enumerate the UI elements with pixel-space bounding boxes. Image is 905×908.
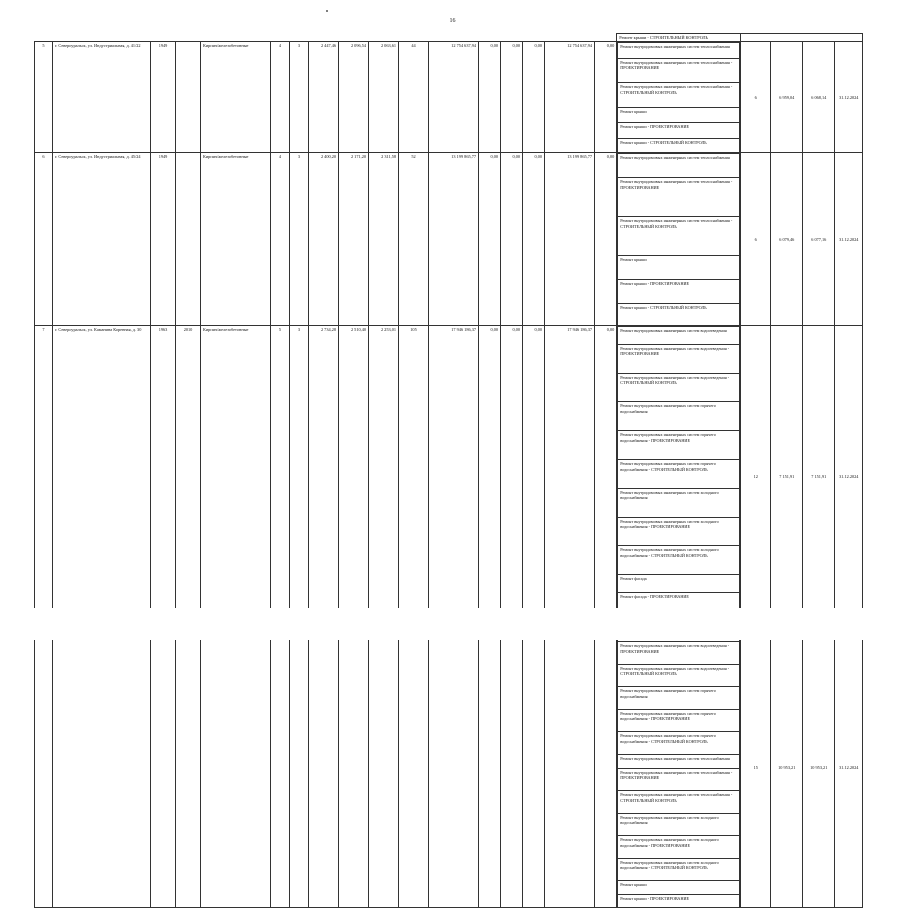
work-item: Ремонт внутридомовых инженерных систем горячего водоснабжения - СТРОИТЕЛЬНЫЙ КОНТРОЛЬ (618, 732, 740, 755)
fund-owners: 13 199 865,77 (545, 153, 595, 326)
wall-material (201, 627, 271, 908)
work-item: Ремонт внутридомовых инженерных систем теплоснабжения (618, 754, 740, 768)
area-private: 2 311,58 (369, 153, 399, 326)
entrances-count: 3 (290, 326, 309, 627)
residents-count: 105 (399, 326, 429, 627)
area-residential: 2 171,20 (339, 153, 369, 326)
unit-cost: 7 151,91 (771, 326, 803, 627)
work-list (617, 627, 741, 908)
work-item: Ремонт внутридомовых инженерных систем водоотведения - ПРОЕКТИРОВАНИЕ (618, 344, 740, 373)
cost-total: 17 946 186,37 (429, 326, 479, 627)
record-number: 5 (35, 42, 53, 153)
max-unit-cost: 6 077,16 (803, 153, 835, 326)
deadline: 31.12.2024 (835, 42, 863, 153)
unit-cost: 10 953,21 (771, 627, 803, 908)
work-item: Ремонт внутридомовых инженерных систем водоотведения - СТРОИТЕЛЬНЫЙ КОНТРОЛЬ (618, 664, 740, 687)
floors-count: 4 (271, 153, 290, 326)
year-last-repair (176, 153, 201, 326)
fund-local: 0,00 (523, 326, 545, 627)
fund-local: 0,00 (523, 42, 545, 153)
fund-other: 0,00 (595, 42, 617, 153)
page-number: 16 (449, 18, 456, 24)
entrances-count: 3 (290, 42, 309, 153)
work-item: Ремонт крыши (618, 256, 740, 280)
max-unit-cost: 10 953,21 (803, 627, 835, 908)
work-count: 6 (741, 42, 771, 153)
area-total: 2 734,28 (309, 326, 339, 627)
record-number: 7 (35, 326, 53, 627)
work-item: Ремонт внутридомовых инженерных систем горячего водоснабжения - ПРОЕКТИРОВАНИЕ (618, 431, 740, 460)
work-item: Ремонт внутридомовых инженерных систем водоотведения (618, 327, 740, 345)
work-item: Ремонт внутридомовых инженерных систем горячего водоснабжения - СТРОИТЕЛЬНЫЙ КОНТРОЛЬ (618, 460, 740, 489)
fund-owners: 17 946 186,37 (545, 326, 595, 627)
fund-federal: 0,00 (479, 153, 501, 326)
wall-material: Кирпич/железобетонные (201, 153, 271, 326)
work-item: Ремонт внутридомовых инженерных систем горячего водоснабжения (618, 402, 740, 431)
table-row (35, 153, 863, 326)
year-built: 1963 (151, 326, 176, 627)
work-list (617, 153, 741, 326)
page-bottom-margin (0, 608, 905, 640)
area-private: 2 063,61 (369, 42, 399, 153)
floors-count: 5 (271, 326, 290, 627)
area-total (309, 627, 339, 908)
deadline: 31.12.2024 (835, 326, 863, 627)
fund-regional: 0,00 (501, 42, 523, 153)
address: г. Североуральск, ул. Индустриальная, д. 41/22 (53, 42, 151, 153)
area-total: 2 400,20 (309, 153, 339, 326)
unit-cost: 6 079,46 (771, 153, 803, 326)
address: г. Североуральск, ул. Каманина Коренная, д. 30 (53, 326, 151, 627)
work-item: Ремонт внутридомовых инженерных систем холодного водоснабжения (618, 813, 740, 836)
fund-local (523, 627, 545, 908)
work-item: Ремонт внутридомовых инженерных систем холодного водоснабжения - ПРОЕКТИРОВАНИЕ (618, 836, 740, 859)
work-item: Ремонт внутридомовых инженерных систем теплоснабжения - СТРОИТЕЛЬНЫЙ КОНТРОЛЬ (618, 217, 740, 256)
fund-federal: 0,00 (479, 326, 501, 627)
work-item: Ремонт внутридомовых инженерных систем горячего водоснабжения - ПРОЕКТИРОВАНИЕ (618, 709, 740, 732)
table-row (35, 627, 863, 908)
deadline: 31.12.2024 (835, 627, 863, 908)
area-residential: 2 096,54 (339, 42, 369, 153)
fund-regional: 0,00 (501, 153, 523, 326)
wall-material: Кирпич/железобетонные (201, 42, 271, 153)
fund-federal: 0,00 (479, 42, 501, 153)
cost-total: 12 754 637,94 (429, 42, 479, 153)
residents-count: 52 (399, 153, 429, 326)
fund-owners (545, 627, 595, 908)
max-unit-cost: 7 151,91 (803, 326, 835, 627)
area-private (369, 627, 399, 908)
residents-count (399, 627, 429, 908)
fund-local: 0,00 (523, 153, 545, 326)
work-item: Ремонт внутридомовых инженерных систем холодного водоснабжения - СТРОИТЕЛЬНЫЙ КОНТРОЛЬ (618, 858, 740, 881)
wall-material: Кирпич/железобетонные (201, 326, 271, 627)
work-list (617, 42, 741, 153)
work-item: Ремонт фасада - ПРОЕКТИРОВАНИЕ (618, 592, 740, 610)
year-built: 1949 (151, 42, 176, 153)
year-last-repair (176, 627, 201, 908)
work-item: Ремонт крыши - ПРОЕКТИРОВАНИЕ (618, 123, 740, 138)
area-residential (339, 627, 369, 908)
work-count: 6 (741, 153, 771, 326)
fund-other (595, 627, 617, 908)
work-item: Ремонт внутридомовых инженерных систем водоотведения - ПРОЕКТИРОВАНИЕ (618, 642, 740, 665)
work-item: Ремонт внутридомовых инженерных систем холодного водоснабжения - СТРОИТЕЛЬНЫЙ КОНТРОЛЬ (618, 546, 740, 575)
work-item: Ремонт крыши - ПРОЕКТИРОВАНИЕ (618, 894, 740, 907)
year-built (151, 627, 176, 908)
address: г. Североуральск, ул. Индустриальная, д. 45/24 (53, 153, 151, 326)
area-residential: 2 510,40 (339, 326, 369, 627)
year-built: 1949 (151, 153, 176, 326)
entrances-count: 3 (290, 153, 309, 326)
work-item: Ремонт внутридомовых инженерных систем холодного водоснабжения (618, 488, 740, 517)
work-item: Ремонт крыши - СТРОИТЕЛЬНЫЙ КОНТРОЛЬ (617, 34, 741, 42)
work-item: Ремонт внутридомовых инженерных систем теплоснабжения (618, 43, 740, 58)
cost-total: 13 199 865,77 (429, 153, 479, 326)
record-number: 6 (35, 153, 53, 326)
max-unit-cost: 6 068,14 (803, 42, 835, 153)
work-item: Ремонт внутридомовых инженерных систем теплоснабжения - ПРОЕКТИРОВАНИЕ (618, 178, 740, 217)
entrances-count (290, 627, 309, 908)
fund-federal (479, 627, 501, 908)
table-row (35, 326, 863, 627)
unit-cost: 6 959,04 (771, 42, 803, 153)
area-private: 2 253,01 (369, 326, 399, 627)
work-item: Ремонт внутридомовых инженерных систем теплоснабжения - ПРОЕКТИРОВАНИЕ (618, 58, 740, 83)
table-row (35, 42, 863, 153)
year-last-repair (176, 42, 201, 153)
area-total: 2 447,46 (309, 42, 339, 153)
fund-regional (501, 627, 523, 908)
work-count: 15 (741, 627, 771, 908)
work-item: Ремонт крыши - ПРОЕКТИРОВАНИЕ (618, 279, 740, 303)
work-list (617, 326, 741, 627)
capital-repair-register-table (34, 33, 863, 908)
cost-total (429, 627, 479, 908)
scan-speck (326, 10, 328, 12)
table-row-carryover (35, 34, 863, 42)
work-item: Ремонт внутридомовых инженерных систем теплоснабжения (618, 154, 740, 178)
fund-owners: 12 754 637,94 (545, 42, 595, 153)
fund-other: 0,00 (595, 326, 617, 627)
residents-count: 44 (399, 42, 429, 153)
address (53, 627, 151, 908)
floors-count (271, 627, 290, 908)
work-item: Ремонт внутридомовых инженерных систем холодного водоснабжения - ПРОЕКТИРОВАНИЕ (618, 517, 740, 546)
deadline: 31.12.2024 (835, 153, 863, 326)
work-item: Ремонт крыши - СТРОИТЕЛЬНЫЙ КОНТРОЛЬ (618, 303, 740, 325)
work-item: Ремонт крыши - СТРОИТЕЛЬНЫЙ КОНТРОЛЬ (618, 138, 740, 152)
work-item: Ремонт крыши (618, 108, 740, 123)
record-number (35, 627, 53, 908)
fund-other: 0,00 (595, 153, 617, 326)
work-item: Ремонт внутридомовых инженерных систем горячего водоснабжения (618, 687, 740, 710)
fund-regional: 0,00 (501, 326, 523, 627)
work-item: Ремонт внутридомовых инженерных систем теплоснабжения - ПРОЕКТИРОВАНИЕ (618, 768, 740, 791)
work-item: Ремонт крыши (618, 881, 740, 895)
floors-count: 4 (271, 42, 290, 153)
year-last-repair: 2010 (176, 326, 201, 627)
work-count: 12 (741, 326, 771, 627)
work-item: Ремонт внутридомовых инженерных систем теплоснабжения - СТРОИТЕЛЬНЫЙ КОНТРОЛЬ (618, 83, 740, 108)
work-item: Ремонт фасада (618, 575, 740, 593)
work-item: Ремонт внутридомовых инженерных систем водоотведения - СТРОИТЕЛЬНЫЙ КОНТРОЛЬ (618, 373, 740, 402)
work-item: Ремонт внутридомовых инженерных систем теплоснабжения - СТРОИТЕЛЬНЫЙ КОНТРОЛЬ (618, 791, 740, 814)
